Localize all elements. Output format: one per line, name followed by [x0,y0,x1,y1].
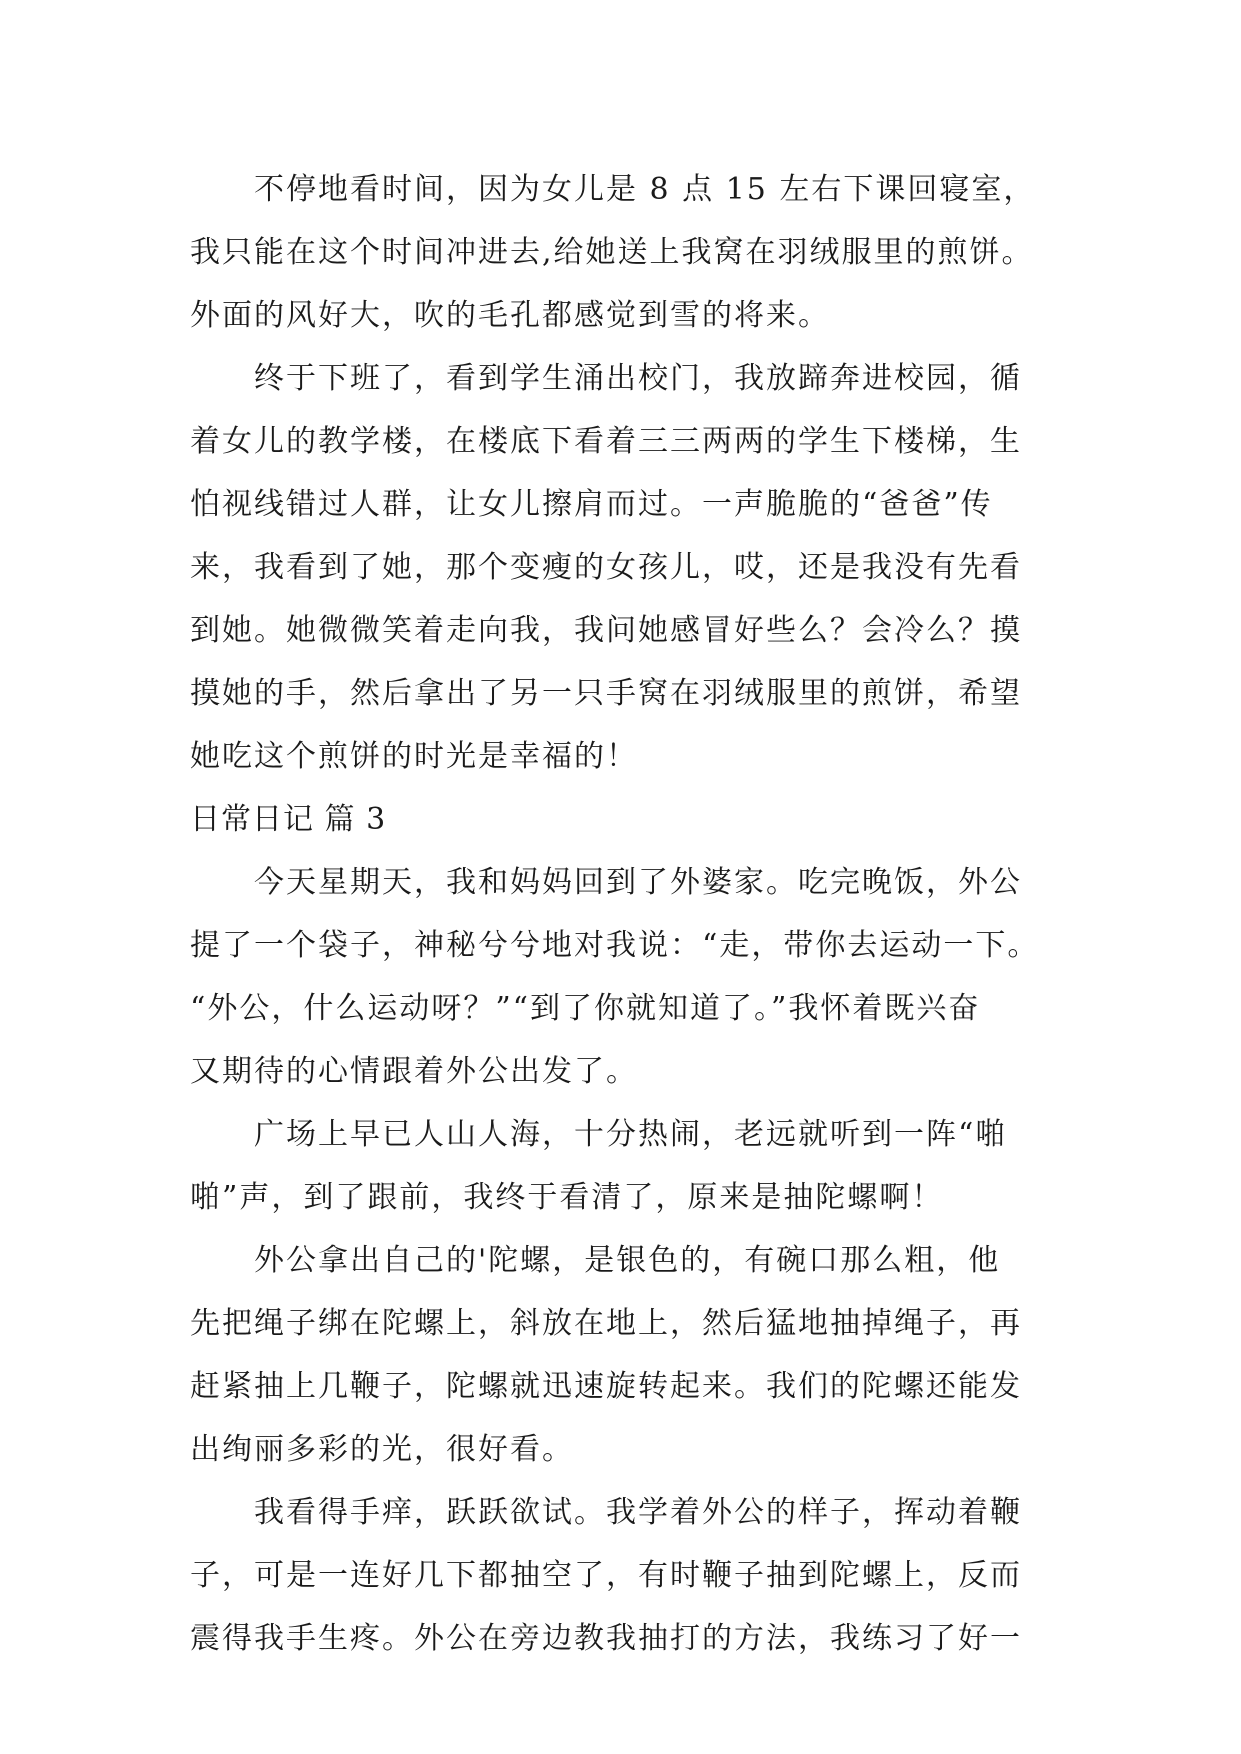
text-line: 啪”声，到了跟前，我终于看清了，原来是抽陀螺啊！ [190,1180,944,1215]
text-line: 摸她的手，然后拿出了另一只手窝在羽绒服里的煎饼，希望 [190,676,1022,711]
text-line: 今天星期天，我和妈妈回到了外婆家。吃完晚饭，外公 [254,865,1022,900]
text-line: 我只能在这个时间冲进去,给她送上我窝在羽绒服里的煎饼。 [190,235,1034,270]
text-line: 终于下班了，看到学生涌出校门，我放蹄奔进校园，循 [254,361,1022,396]
section-heading: 日常日记 篇 3 [190,802,387,837]
text-line: 提了一个袋子，神秘兮兮地对我说：“走，带你去运动一下。 [190,928,1040,963]
text-line: 又期待的心情跟着外公出发了。 [190,1054,638,1089]
text-line: 到她。她微微笑着走向我，我问她感冒好些么？会冷么？摸 [190,613,1022,648]
text-line: 先把绳子绑在陀螺上，斜放在地上，然后猛地抽掉绳子，再 [190,1306,1022,1341]
text-line: 出绚丽多彩的光，很好看。 [190,1432,574,1467]
text-line: 怕视线错过人群，让女儿擦肩而过。一声脆脆的“爸爸”传 [190,487,993,522]
text-line: 我看得手痒，跃跃欲试。我学着外公的样子，挥动着鞭 [254,1495,1022,1530]
text-line: 她吃这个煎饼的时光是幸福的！ [190,739,638,774]
text-line: “外公，什么运动呀？”“到了你就知道了。”我怀着既兴奋 [190,991,981,1026]
document-body [190,158,1090,1670]
text-line: 着女儿的教学楼，在楼底下看着三三两两的学生下楼梯，生 [190,424,1022,459]
text-line: 震得我手生疼。外公在旁边教我抽打的方法，我练习了好一 [190,1621,1022,1656]
text-line: 外公拿出自己的'陀螺，是银色的，有碗口那么粗，他 [254,1243,1001,1278]
text-line: 赶紧抽上几鞭子，陀螺就迅速旋转起来。我们的陀螺还能发 [190,1369,1022,1404]
text-line: 不停地看时间，因为女儿是 8 点 15 左右下课回寝室， [254,172,1036,207]
text-line: 外面的风好大，吹的毛孔都感觉到雪的将来。 [190,298,830,333]
text-line: 子，可是一连好几下都抽空了，有时鞭子抽到陀螺上，反而 [190,1558,1022,1593]
text-line: 来，我看到了她，那个变瘦的女孩儿，哎，还是我没有先看 [190,550,1022,585]
text-line: 广场上早已人山人海，十分热闹，老远就听到一阵“啪 [254,1117,1008,1152]
